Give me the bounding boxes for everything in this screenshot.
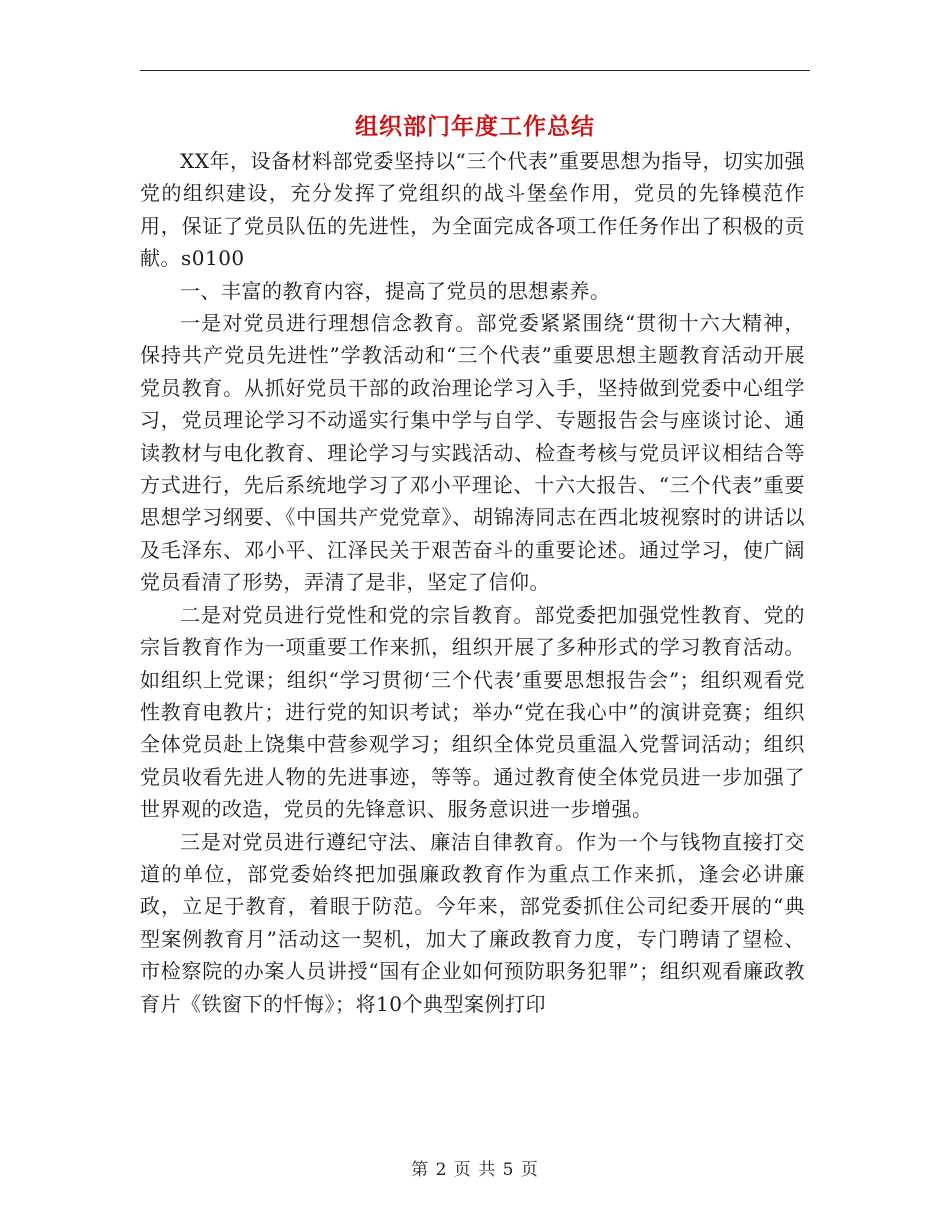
document-body xyxy=(140,145,805,1020)
paragraph-intro: XX年，设备材料部党委坚持以“三个代表”重要思想为指导，切实加强党的组织建设，充分发挥了党组织的战斗堡垒作用，党员的先锋模范作用，保证了党员队伍的先进性，为全面完成各项工作任务作出了积极的贡献。s0100 xyxy=(140,149,805,271)
footer-prefix: 第 xyxy=(411,1160,430,1180)
header-rule xyxy=(140,70,810,71)
paragraph-discipline: 三是对党员进行遵纪守法、廉洁自律教育。作为一个与钱物直接打交道的单位，部党委始终把加强廉政教育作为重点工作来抓，逢会必讲廉政，立足于教育，着眼于防范。今年来，部党委抓住公司纪委开展的“典型案例教育月”活动这一契机，加大了廉政教育力度，专门聘请了望检、市检察院的办案人员讲授“国有企业如何预防职务犯罪”；组织观看廉政教育片《铁窗下的忏悔》；将10个典型案例打印 xyxy=(140,829,805,1016)
page-footer xyxy=(0,1155,950,1180)
footer-total-pages: 5 xyxy=(502,1160,515,1180)
paragraph-ideal-belief: 一是对党员进行理想信念教育。部党委紧紧围绕“贯彻十六大精神，保持共产党员先进性”学教活动和“三个代表”重要思想主题教育活动开展党员教育。从抓好党员干部的政治理论学习入手，坚持做到党委中心组学习，党员理论学习不动遥实行集中学与自学、专题报告会与座谈讨论、通读教材与电化教育、理论学习与实践活动、检查考核与党员评议相结合等方式进行，先后系统地学习了邓小平理论、十六大报告、“三个代表”重要思想学习纲要、《中国共产党党章》、胡锦涛同志在西北坡视察时的讲话以及毛泽东、邓小平、江泽民关于艰苦奋斗的重要论述。通过学习，使广阔党员看清了形势，弄清了是非，坚定了信仰。 xyxy=(140,311,805,595)
paragraph-section-heading: 一、丰富的教育内容，提高了党员的思想素养。 xyxy=(180,278,611,303)
paragraph-party-spirit: 二是对党员进行党性和党的宗旨教育。部党委把加强党性教育、党的宗旨教育作为一项重要工作来抓，组织开展了多种形式的学习教育活动。如组织上党课；组织“学习贯彻‘三个代表’重要思想报告会”；组织观看党性教育电教片；进行党的知识考试；举办“党在我心中”的演讲竞赛；组织全体党员赴上饶集中营参观学习；组织全体党员重温入党誓词活动；组织党员收看先进人物的先进事迹，等等。通过教育使全体党员进一步加强了世界观的改造，党员的先锋意识、服务意识进一步增强。 xyxy=(140,602,805,822)
document-title: 组织部门年度工作总结 xyxy=(355,113,595,140)
footer-middle: 页 共 xyxy=(453,1160,497,1180)
footer-suffix: 页 xyxy=(520,1160,539,1180)
footer-page-number: 2 xyxy=(435,1160,448,1180)
